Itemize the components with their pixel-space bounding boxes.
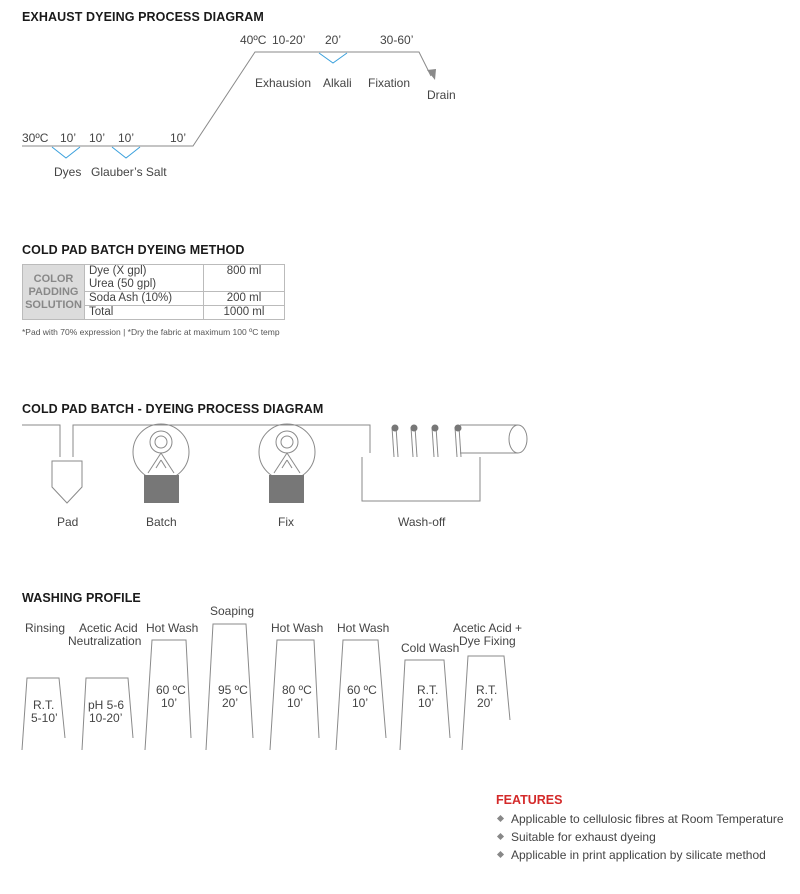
- step-label: Rinsing: [25, 621, 66, 635]
- table-row: [23, 265, 285, 292]
- fabric-path-1: [22, 425, 60, 457]
- exhaust-title: EXHAUST DYEING PROCESS DIAGRAM: [22, 10, 264, 24]
- step-condition: pH 5-6: [88, 698, 125, 712]
- ingredient-cell: [85, 265, 204, 292]
- time-label-2: 10’: [89, 131, 106, 145]
- pad-label: Pad: [57, 515, 79, 529]
- glaubers-dosing-marker: [112, 147, 140, 158]
- step-condition: 60 ºC: [156, 683, 186, 697]
- qty-cell: 1000 ml: [204, 306, 285, 320]
- exhaust-diagram: [0, 0, 800, 200]
- drain-label: Drain: [427, 88, 456, 102]
- step-label: Neutralization: [68, 634, 142, 648]
- step-condition: 5-10’: [31, 711, 58, 725]
- step-label: Dye Fixing: [459, 634, 516, 648]
- washing-profile-title: WASHING PROFILE: [22, 591, 141, 605]
- alkali-label: Alkali: [323, 76, 352, 90]
- glaubers-salt-label: Glauber’s Salt: [91, 165, 167, 179]
- ingredient-total: Total: [85, 306, 204, 320]
- step-condition: 80 ºC: [282, 683, 312, 697]
- solution-label-cell: [23, 265, 85, 320]
- time-label-4: 10’: [170, 131, 187, 145]
- fabric-path-2: [73, 425, 370, 457]
- step-condition: 60 ºC: [347, 683, 377, 697]
- list-item: [496, 829, 784, 847]
- diamond-bullet-icon: [497, 833, 504, 840]
- step-condition: 95 ºC: [218, 683, 248, 697]
- diamond-bullet-icon: [497, 851, 504, 858]
- batch-roller: [133, 424, 189, 503]
- feature-text: Suitable for exhaust dyeing: [511, 830, 656, 844]
- start-temp-label: 30ºC: [22, 131, 49, 145]
- drain-arrowhead: [427, 69, 436, 80]
- step-label: Hot Wash: [271, 621, 324, 635]
- padding-note: *Pad with 70% expression | *Dry the fabric at maximum 100 ºC temp: [22, 327, 280, 337]
- list-item: [496, 847, 784, 865]
- dyes-label: Dyes: [54, 165, 82, 179]
- feature-text: Applicable in print application by silicate method: [511, 848, 766, 862]
- step-condition: 10’: [352, 696, 369, 710]
- qty-cell: 800 ml: [204, 265, 285, 292]
- time-label-3: 10’: [118, 131, 135, 145]
- step-condition: R.T.: [33, 698, 55, 712]
- solution-label-line-3: SOLUTION: [25, 298, 82, 311]
- exhausion-label: Exhausion: [255, 76, 312, 90]
- features-list: [496, 811, 784, 865]
- step-condition: 20’: [222, 696, 239, 710]
- step-condition: 10-20’: [89, 711, 123, 725]
- step-label: Hot Wash: [146, 621, 199, 635]
- time-label-1: 10’: [60, 131, 77, 145]
- step-label: Acetic Acid: [79, 621, 138, 635]
- ingredient-soda-ash: Soda Ash (10%): [85, 292, 204, 306]
- padding-recipe-table: [22, 264, 285, 320]
- step-condition: 10’: [161, 696, 178, 710]
- exhaust-temperature-profile: [22, 52, 431, 146]
- washing-profile-diagram: [0, 600, 800, 770]
- fix-roller: [259, 424, 315, 503]
- top-temp-label: 40ºC: [240, 33, 267, 47]
- step-condition: 10’: [418, 696, 435, 710]
- feature-text: Applicable to cellulosic fibres at Room Temperature: [511, 812, 784, 826]
- washoff-tank: [362, 425, 480, 502]
- exhaust-time-label: 10-20’: [272, 33, 306, 47]
- takeup-roll: [460, 425, 527, 453]
- diamond-bullet-icon: [497, 815, 504, 822]
- cold-pad-process-diagram: [0, 415, 800, 535]
- ingredient-dye: Dye (X gpl): [89, 265, 147, 277]
- features-title: FEATURES: [496, 793, 563, 807]
- washoff-label: Wash-off: [398, 515, 446, 529]
- qty-cell: 200 ml: [204, 292, 285, 306]
- cold-pad-method-title: COLD PAD BATCH DYEING METHOD: [22, 243, 245, 257]
- step-label: Hot Wash: [337, 621, 390, 635]
- dyes-dosing-marker: [52, 147, 80, 158]
- solution-label-line-2: PADDING: [28, 285, 79, 298]
- list-item: [496, 811, 784, 829]
- step-label: Cold Wash: [401, 641, 460, 655]
- step-condition: R.T.: [476, 683, 498, 697]
- alkali-dosing-marker: [319, 53, 347, 63]
- step-condition: 20’: [477, 696, 494, 710]
- alkali-time-label: 20’: [325, 33, 342, 47]
- step-condition: 10’: [287, 696, 304, 710]
- step-label: Acetic Acid +: [453, 621, 523, 635]
- step-label: Soaping: [210, 604, 255, 618]
- cold-pad-diagram-title: COLD PAD BATCH - DYEING PROCESS DIAGRAM: [22, 402, 324, 416]
- batch-label: Batch: [146, 515, 177, 529]
- fixation-time-label: 30-60’: [380, 33, 414, 47]
- solution-label-line-1: COLOR: [33, 272, 74, 285]
- fix-label: Fix: [278, 515, 294, 529]
- fixation-label: Fixation: [368, 76, 411, 90]
- ingredient-urea: Urea (50 gpl): [89, 278, 157, 290]
- step-condition: R.T.: [417, 683, 439, 697]
- pad-trough: [52, 461, 82, 503]
